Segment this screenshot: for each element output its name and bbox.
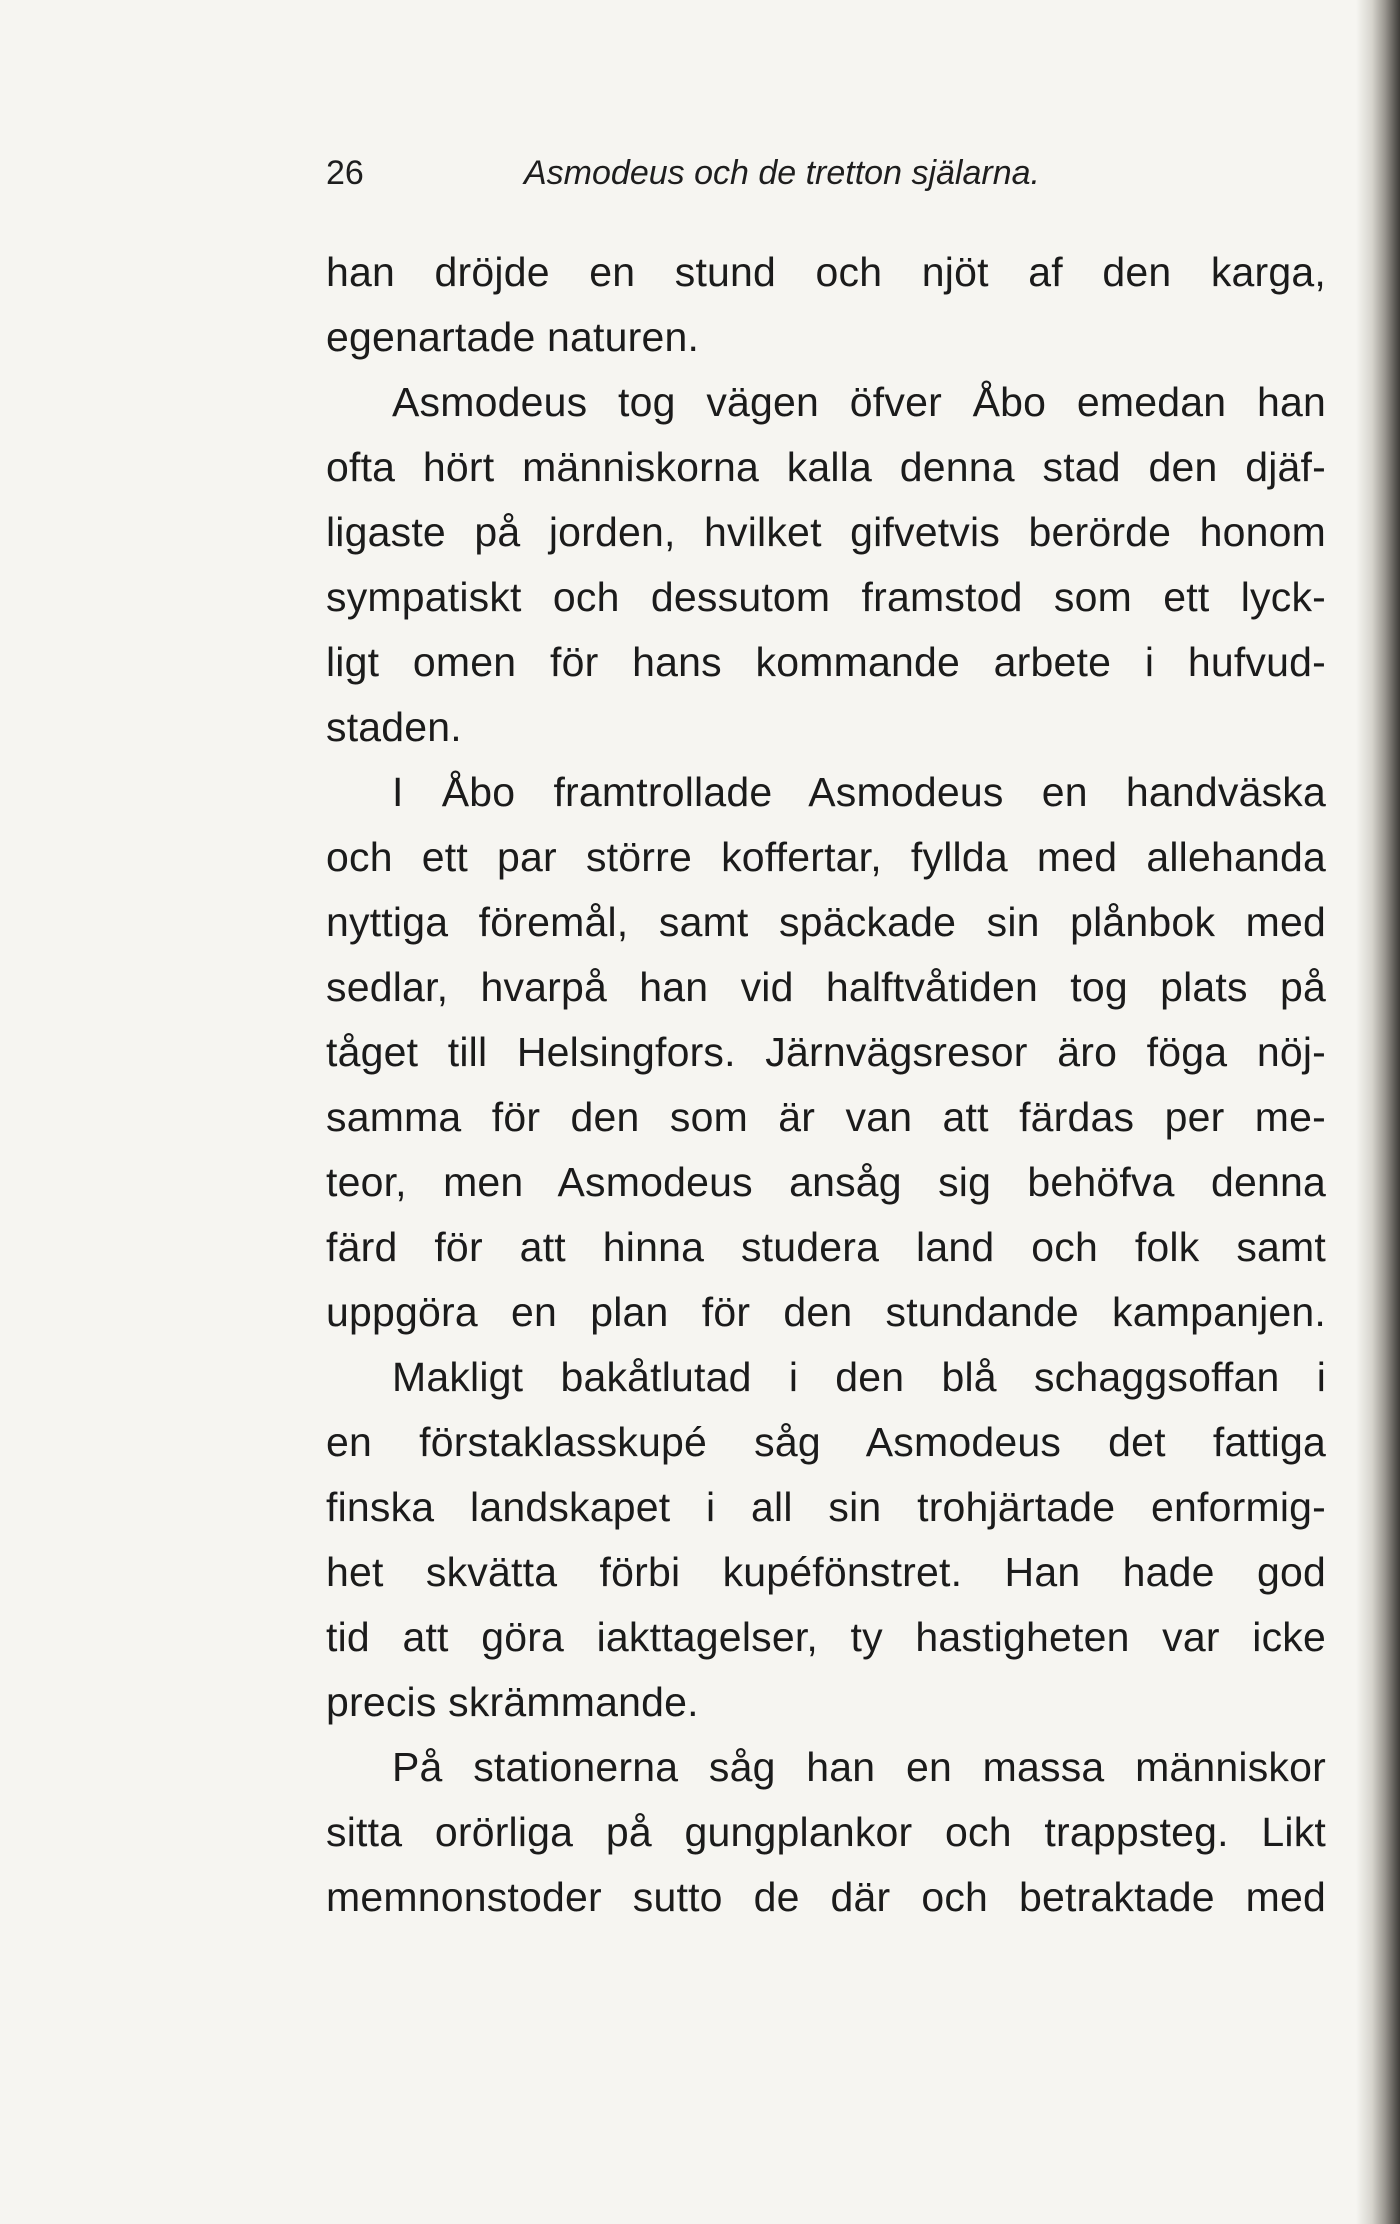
text-line: en förstaklasskupé såg Asmodeus det fattiga xyxy=(326,1419,1326,1465)
text-line: och ett par större koffertar, fyllda med allehanda xyxy=(326,834,1326,880)
page-number: 26 xyxy=(326,154,364,192)
text-line: precis skrämmande. xyxy=(326,1679,699,1725)
text-line: nyttiga föremål, samt späckade sin plånbok med xyxy=(326,899,1326,945)
text-line: finska landskapet i all sin trohjärtade enformig- xyxy=(326,1484,1326,1530)
text-line: uppgöra en plan för den stundande kampanjen. xyxy=(326,1289,1326,1335)
text-line: färd för att hinna studera land och folk samt xyxy=(326,1224,1326,1270)
body-text xyxy=(326,240,1326,1930)
running-title: Asmodeus och de tretton själarna. xyxy=(524,154,1040,192)
text-line: tåget till Helsingfors. Järnvägsresor äro föga nöj- xyxy=(326,1029,1326,1075)
paragraph-start-line: På stationerna såg han en massa människor xyxy=(392,1744,1326,1790)
text-line: memnonstoder sutto de där och betraktade med xyxy=(326,1874,1326,1920)
text-line: ligt omen för hans kommande arbete i hufvud- xyxy=(326,639,1326,685)
paragraph-start-line: Asmodeus tog vägen öfver Åbo emedan han xyxy=(392,379,1326,425)
paragraph-start-line: I Åbo framtrollade Asmodeus en handväska xyxy=(392,769,1326,815)
book-spine-edge xyxy=(1372,0,1400,2224)
text-line: ofta hört människorna kalla denna stad den djäf- xyxy=(326,444,1326,490)
page-gutter-shadow xyxy=(1356,0,1372,2224)
text-line: han dröjde en stund och njöt af den karga, xyxy=(326,249,1326,295)
paragraph-start-line: Makligt bakåtlutad i den blå schaggsoffan i xyxy=(392,1354,1326,1400)
text-line: ligaste på jorden, hvilket gifvetvis berörde honom xyxy=(326,509,1326,555)
text-line: staden. xyxy=(326,704,462,750)
text-line: het skvätta förbi kupéfönstret. Han hade god xyxy=(326,1549,1326,1595)
text-line: sitta orörliga på gungplankor och trappsteg. Likt xyxy=(326,1809,1326,1855)
text-line: sedlar, hvarpå han vid halftvåtiden tog plats på xyxy=(326,964,1326,1010)
text-line: tid att göra iakttagelser, ty hastigheten var icke xyxy=(326,1614,1326,1660)
text-line: egenartade naturen. xyxy=(326,314,700,360)
text-line: sympatiskt och dessutom framstod som ett lyck- xyxy=(326,574,1326,620)
page-header xyxy=(326,150,1336,200)
text-line: samma för den som är van att färdas per me- xyxy=(326,1094,1326,1140)
text-line: teor, men Asmodeus ansåg sig behöfva denna xyxy=(326,1159,1326,1205)
